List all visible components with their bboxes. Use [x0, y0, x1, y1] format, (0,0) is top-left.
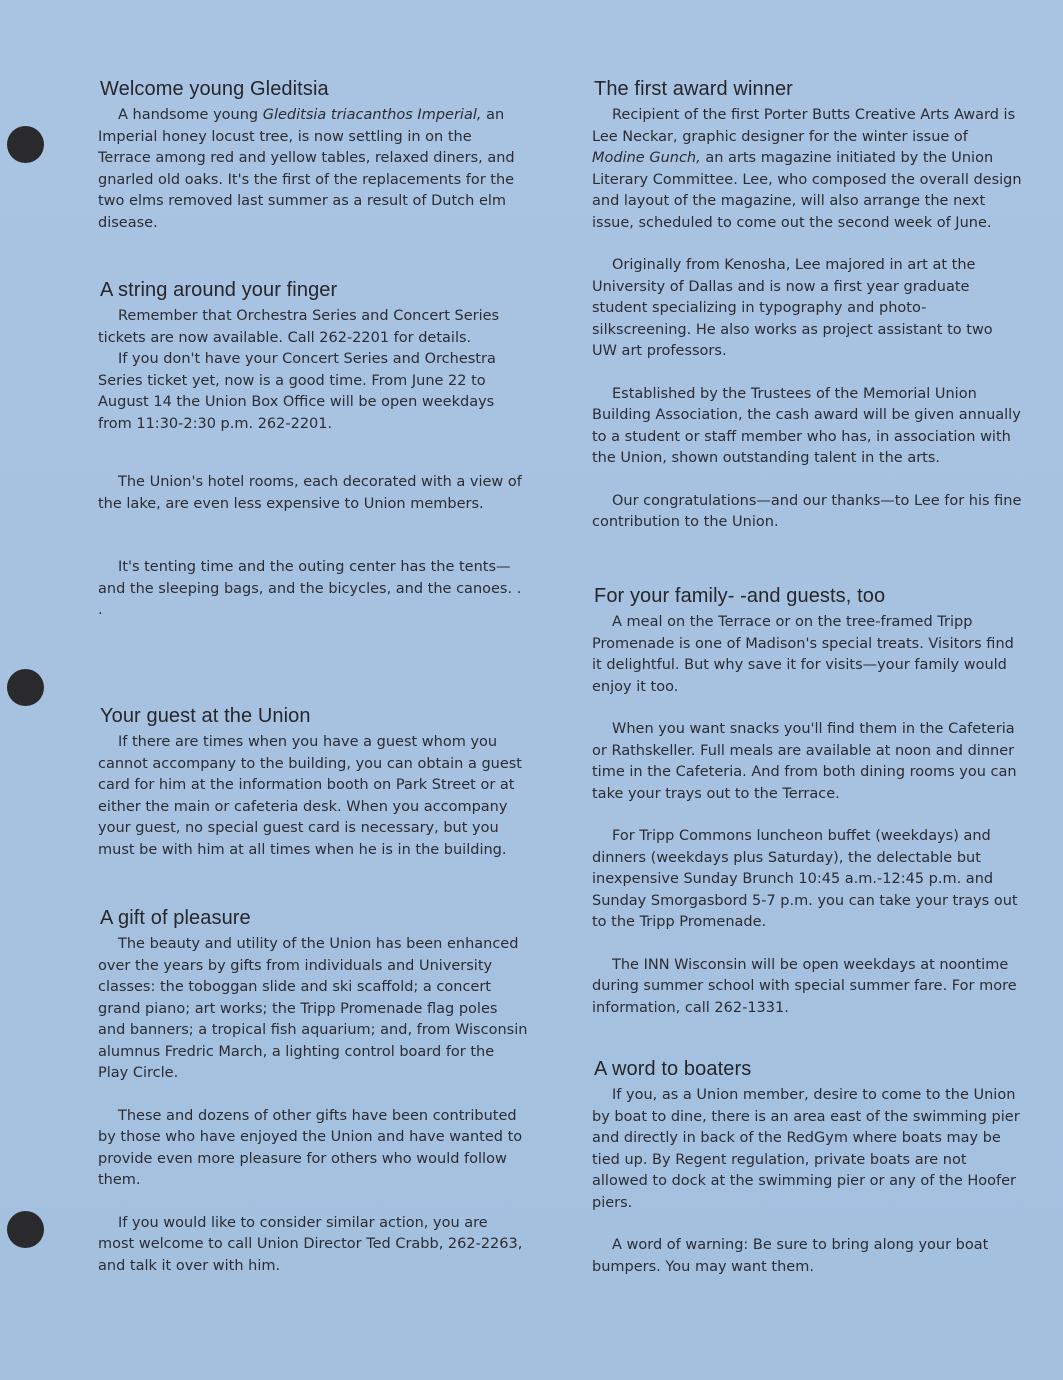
punch-hole-bottom — [7, 1211, 44, 1248]
article-paragraph: When you want snacks you'll find them in the Cafeteria or Rathskeller. Full meals are available at noon and dinner time in the Cafeteria. And from both dining rooms you can take your trays out to the Terrace. — [592, 721, 1017, 802]
article-paragraph: It's tenting time and the outing center has the tents—and the sleeping bags, and the bicycles, and the canoes. . . — [98, 559, 522, 618]
article-paragraph: A handsome young Gleditsia triacanthos Imperial, an Imperial honey locust tree, is now settling in on the Terrace among red and yellow tables, relaxed diners, and gnarled old oaks. It's the first of the replacements for the two elms removed last summer as a result of Dutch elm disease. — [98, 107, 515, 231]
article-paragraph: Recipient of the first Porter Butts Creative Arts Award is Lee Neckar, graphic designer for the winter issue of Modine Gunch, an arts magazine initiated by the Union Literary Committee. Lee, who composed the overall design and layout of the magazine, will also arrange the next issue, scheduled to come out the second week of June. — [592, 107, 1022, 231]
article-heading: A gift of pleasure — [100, 907, 251, 929]
article-tenting — [98, 557, 528, 622]
article-guest — [98, 705, 528, 861]
article-paragraph: The Union's hotel rooms, each decorated with a view of the lake, are even less expensive to Union members. — [98, 474, 522, 512]
punch-hole-middle — [7, 669, 44, 706]
article-heading: A string around your finger — [100, 279, 338, 301]
article-award — [592, 78, 1022, 534]
article-welcome — [98, 78, 528, 234]
article-paragraph: The INN Wisconsin will be open weekdays at noontime during summer school with special summer fare. For more information, call 262-1331. — [592, 956, 1017, 1016]
article-heading: A word to boaters — [594, 1058, 752, 1080]
article-heading: The first award winner — [594, 78, 793, 100]
article-paragraph: For Tripp Commons luncheon buffet (weekdays) and dinners (weekdays plus Saturday), the delectable but inexpensive Sunday Brunch 10:45 a.m.-12:45 p.m. and Sunday Smorgasbord 5-7 p.m. you can take your trays out to the Tripp Promenade. — [592, 828, 1018, 930]
article-heading: Welcome young Gleditsia — [100, 78, 329, 100]
article-paragraph: A word of warning: Be sure to bring along your boat bumpers. You may want them. — [592, 1237, 989, 1275]
article-hotel — [98, 472, 528, 515]
article-paragraph: Our congratulations—and our thanks—to Lee for his fine contribution to the Union. — [592, 492, 1022, 530]
article-string — [98, 279, 528, 435]
article-family — [592, 585, 1022, 1019]
article-paragraph: If you don't have your Concert Series and Orchestra Series ticket yet, now is a good time. From June 22 to August 14 the Union Box Office will be open weekdays from 11:30-2:30 p.m. 262-2201. — [98, 351, 496, 432]
article-heading: Your guest at the Union — [100, 705, 311, 727]
article-gift — [98, 907, 528, 1277]
article-paragraph: These and dozens of other gifts have been contributed by those who have enjoyed the Union and have wanted to provide even more pleasure for others who would follow them. — [98, 1107, 523, 1188]
article-paragraph: If you would like to consider similar action, you are most welcome to call Union Director Ted Crabb, 262-2263, and talk it over with him. — [98, 1214, 523, 1274]
article-heading: For your family- -and guests, too — [594, 585, 886, 607]
article-paragraph: Remember that Orchestra Series and Concert Series tickets are now available. Call 262-2201 for details. — [98, 308, 500, 346]
article-paragraph: If you, as a Union member, desire to come to the Union by boat to dine, there is an area east of the swimming pier and directly in back of the RedGym where boats may be tied up. By Regent regulation, private boats are not allowed to dock at the swimming pier or any of the Hoofer piers. — [592, 1087, 1020, 1211]
article-paragraph: If there are times when you have a guest whom you cannot accompany to the building, you can obtain a guest card for him at the information booth on Park Street or at either the main or cafeteria desk. When you accompany your guest, no special guest card is necessary, but you must be with him at all times when he is in the building. — [98, 734, 522, 858]
article-paragraph: Established by the Trustees of the Memorial Union Building Association, the cash award will be given annually to a student or staff member who has, in association with the Union, shown outstanding talent in the arts. — [592, 385, 1021, 466]
article-paragraph: A meal on the Terrace or on the tree-framed Tripp Promenade is one of Madison's special treats. Visitors find it delightful. But why save it for visits—your family would enjoy it too. — [592, 614, 1014, 695]
punch-hole-top — [7, 126, 44, 163]
article-boaters — [592, 1058, 1022, 1278]
article-paragraph: The beauty and utility of the Union has been enhanced over the years by gifts from individuals and University classes: the toboggan slide and ski scaffold; a concert grand piano; art works; the Tripp Promenade flag poles and banners; a tropical fish aquarium; and, from Wisconsin alumnus Fredric March, a lighting control board for the Play Circle. — [98, 936, 528, 1081]
article-paragraph: Originally from Kenosha, Lee majored in art at the University of Dallas and is now a first year graduate student specializing in typography and photo-silkscreening. He also works as project assistant to two UW art professors. — [592, 257, 993, 359]
